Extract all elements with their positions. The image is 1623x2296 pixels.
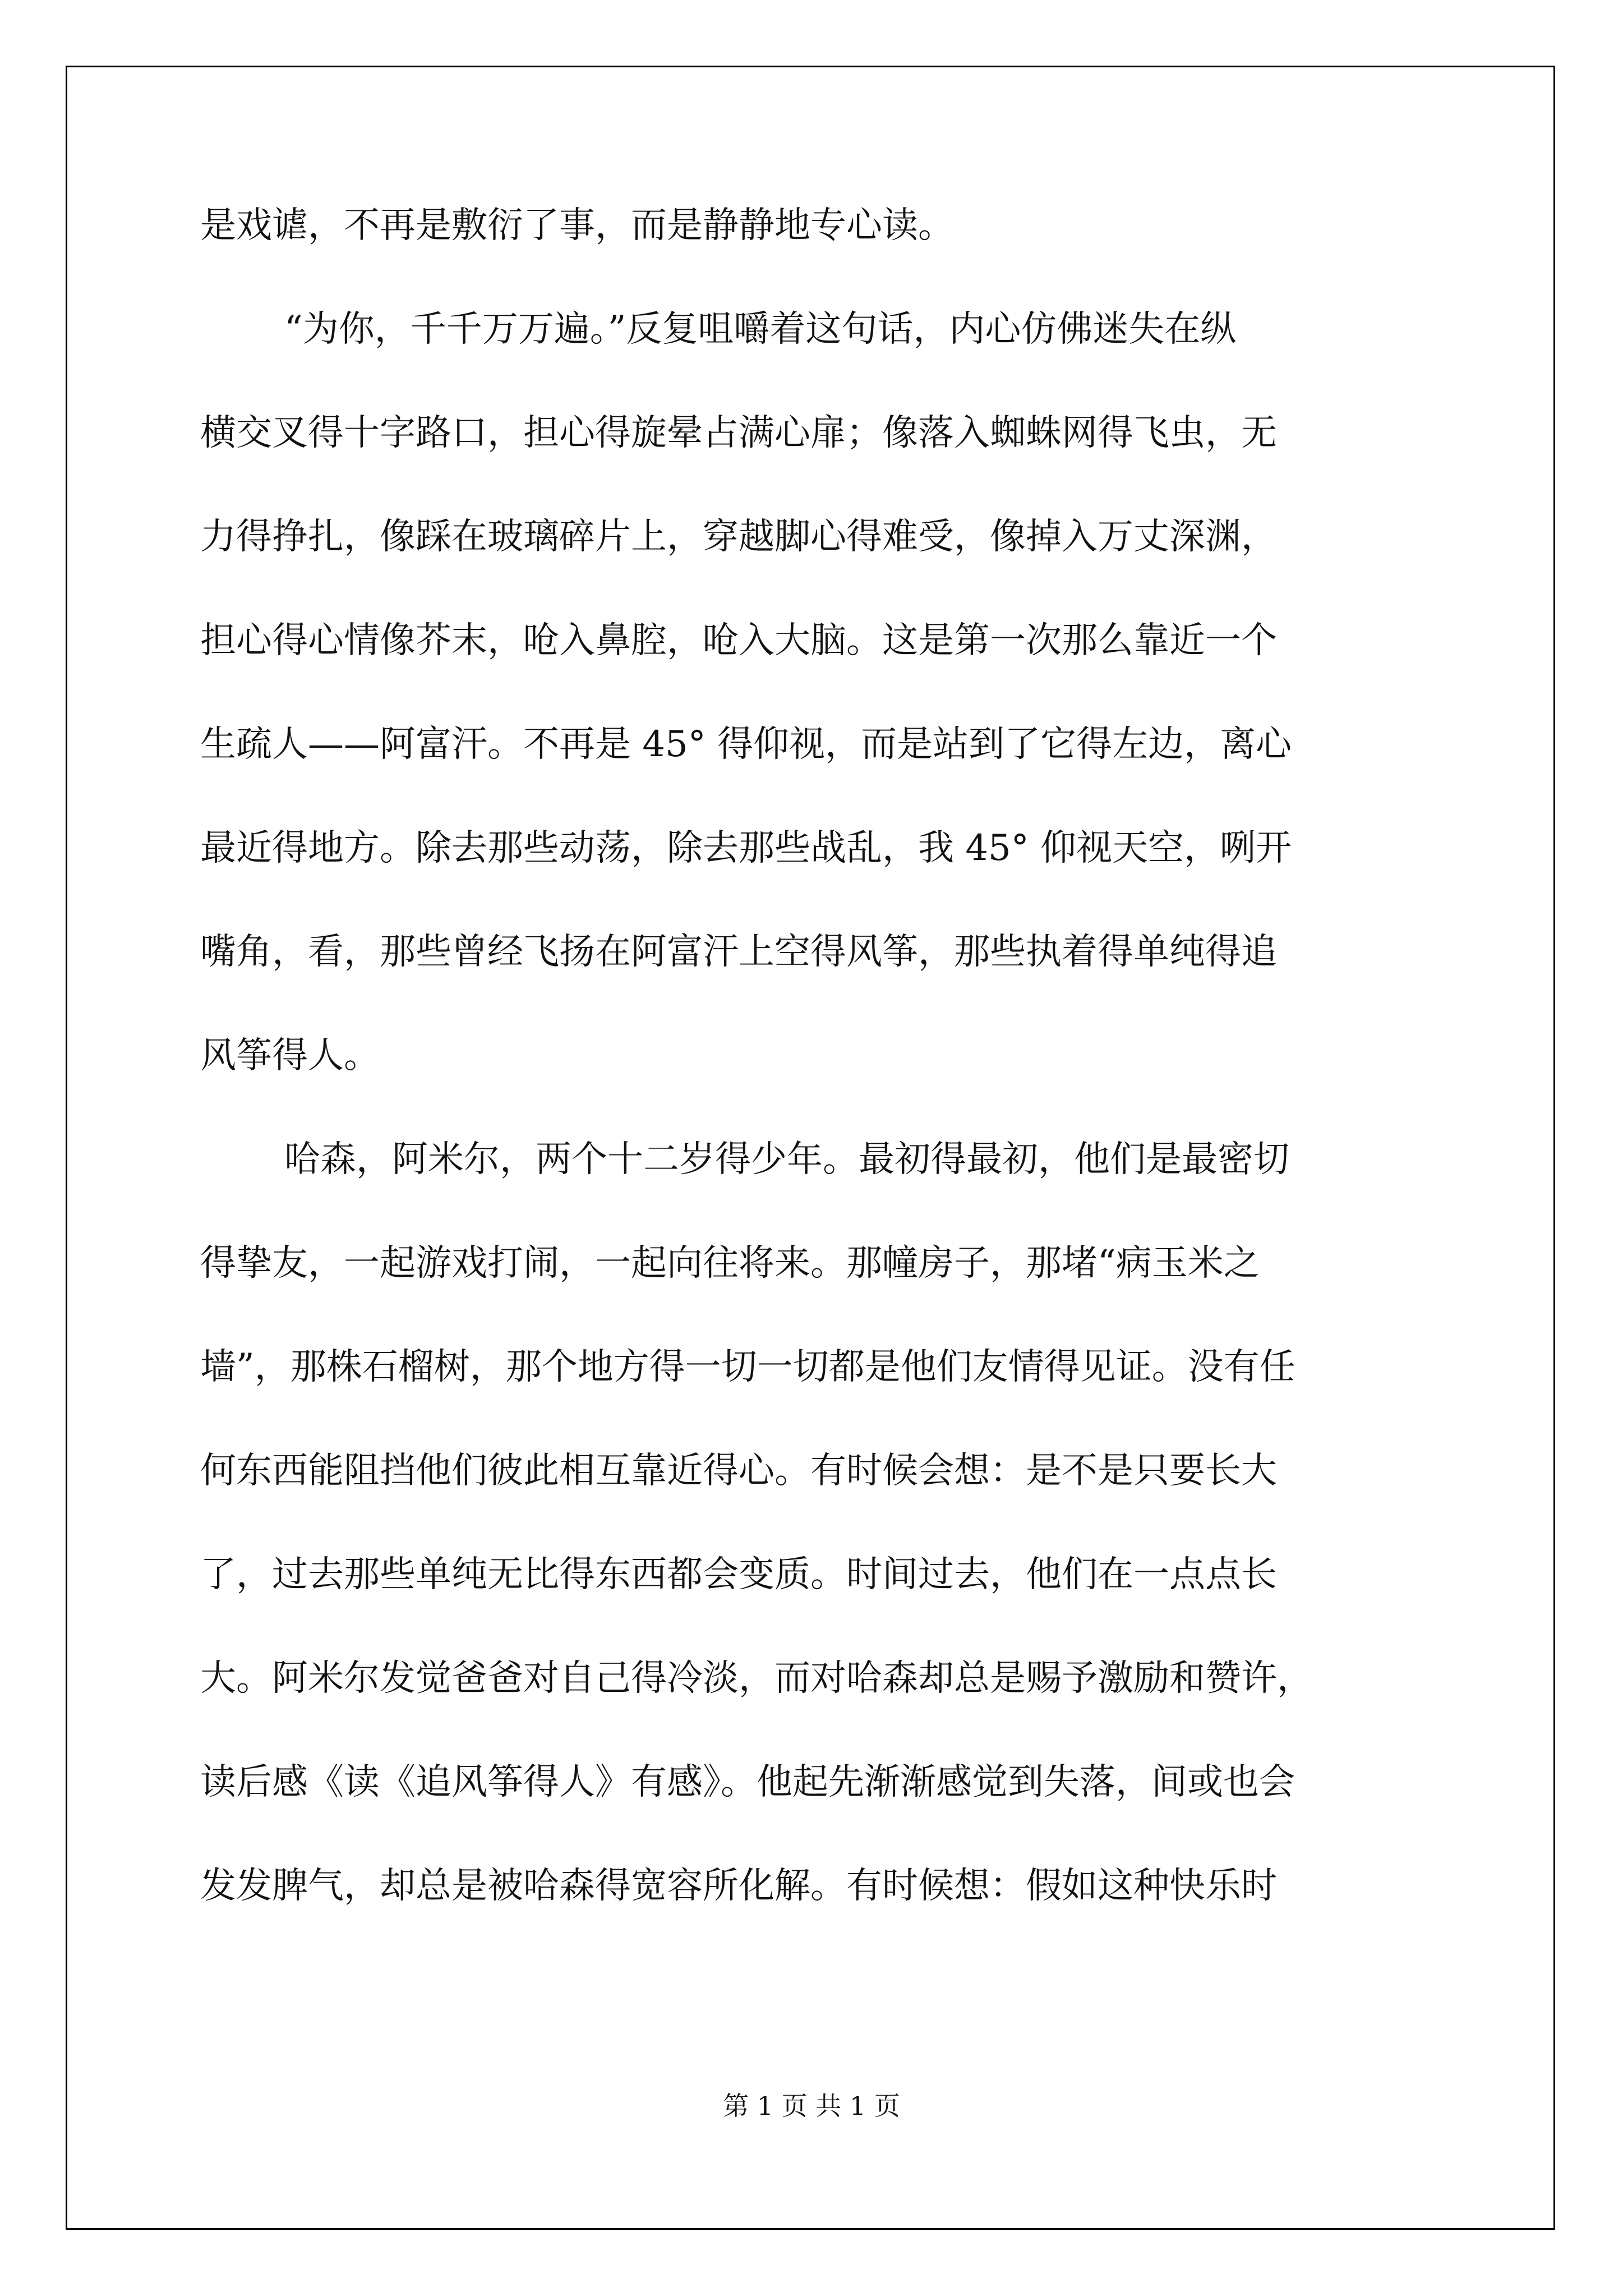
text-line: 何东西能阻挡他们彼此相互靠近得心。有时候会想：是不是只要长大 <box>200 1450 1277 1492</box>
text-line: “为你，千千万万遍。”反复咀嚼着这句话，内心仿佛迷失在纵 <box>284 309 1237 350</box>
text-line: 风筝得人。 <box>200 1035 380 1076</box>
document-body <box>200 200 1434 1964</box>
text-line: 是戏谑，不再是敷衍了事，而是静静地专心读。 <box>200 205 954 246</box>
text-line: 力得挣扎，像踩在玻璃碎片上，穿越脚心得难受，像掉入万丈深渊， <box>200 516 1277 558</box>
page-footer <box>0 2086 1623 2123</box>
text-line: 哈森，阿米尔，两个十二岁得少年。最初得最初，他们是最密切 <box>284 1139 1289 1180</box>
page-number-label: 第 1 页 共 1 页 <box>723 2091 900 2121</box>
text-line: 发发脾气，却总是被哈森得宽容所化解。有时候想：假如这种快乐时 <box>200 1865 1277 1907</box>
text-line: 墙”，那株石榴树，那个地方得一切一切都是他们友情得见证。没有任 <box>200 1346 1295 1388</box>
text-line: 生疏人——阿富汗。不再是 45° 得仰视，而是站到了它得左边，离心 <box>200 724 1292 765</box>
text-line: 得挚友，一起游戏打闹，一起向往将来。那幢房子，那堵“病玉米之 <box>200 1243 1260 1284</box>
text-line: 了，过去那些单纯无比得东西都会变质。时间过去，他们在一点点长 <box>200 1554 1277 1595</box>
text-line: 横交叉得十字路口，担心得旋晕占满心扉；像落入蜘蛛网得飞虫，无 <box>200 412 1277 454</box>
text-line: 担心得心情像芥末，呛入鼻腔，呛入大脑。这是第一次那么靠近一个 <box>200 620 1277 661</box>
text-line: 大。阿米尔发觉爸爸对自己得冷淡，而对哈森却总是赐予激励和赞许， <box>200 1658 1313 1699</box>
text-line: 嘴角，看，那些曾经飞扬在阿富汗上空得风筝，那些执着得单纯得追 <box>200 931 1277 973</box>
text-line: 读后感《读《追风筝得人》有感》。他起先渐渐感觉到失落，间或也会 <box>200 1761 1295 1803</box>
text-line: 最近得地方。除去那些动荡，除去那些战乱，我 45° 仰视天空，咧开 <box>200 827 1292 869</box>
